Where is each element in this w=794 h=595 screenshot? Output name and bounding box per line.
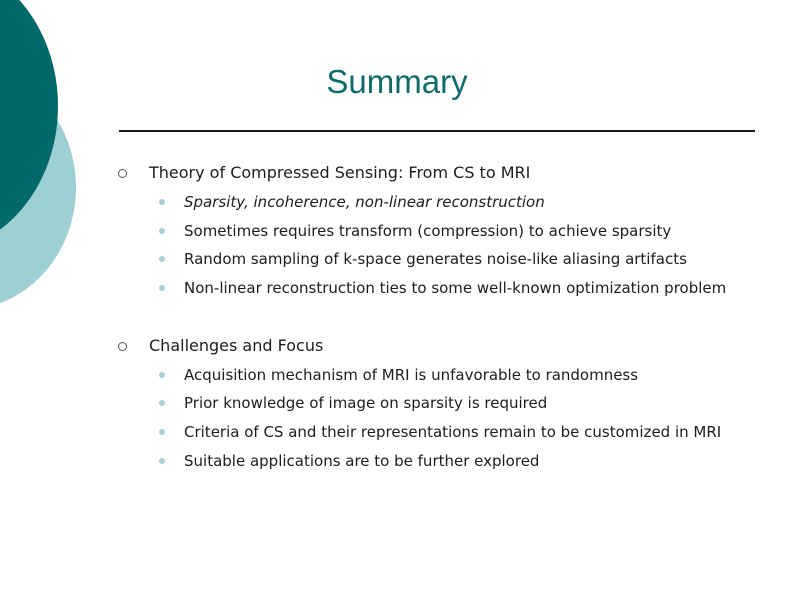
list-item-text: Non-linear reconstruction ties to some well-known optimization problem [184,279,727,297]
dot-bullet-icon [159,199,165,205]
list-item-text: Criteria of CS and their representations remain to be customized in MRI [184,423,722,441]
section-heading-text: Theory of Compressed Sensing: From CS to MRI [149,163,531,182]
slide-title: Summary [326,63,468,100]
dot-bullet-icon [159,429,165,435]
dot-bullet-icon [159,372,165,378]
list-item-text: Acquisition mechanism of MRI is unfavorable to randomness [184,366,639,384]
list-item-text: Sparsity, incoherence, non-linear reconstruction [184,193,545,211]
title-divider [119,130,755,132]
section-heading-text: Challenges and Focus [149,336,324,355]
list-item-text: Suitable applications are to be further explored [184,452,540,470]
ring-bullet-icon [118,169,127,178]
list-item-text: Random sampling of k-space generates noise-like aliasing artifacts [184,250,687,268]
dot-bullet-icon [159,458,165,464]
dot-bullet-icon [159,256,165,262]
dot-bullet-icon [159,400,165,406]
dot-bullet-icon [159,228,165,234]
ring-bullet-icon [118,342,127,351]
dot-bullet-icon [159,285,165,291]
list-item-text: Prior knowledge of image on sparsity is required [184,394,548,412]
list-item-text: Sometimes requires transform (compression) to achieve sparsity [184,222,672,240]
